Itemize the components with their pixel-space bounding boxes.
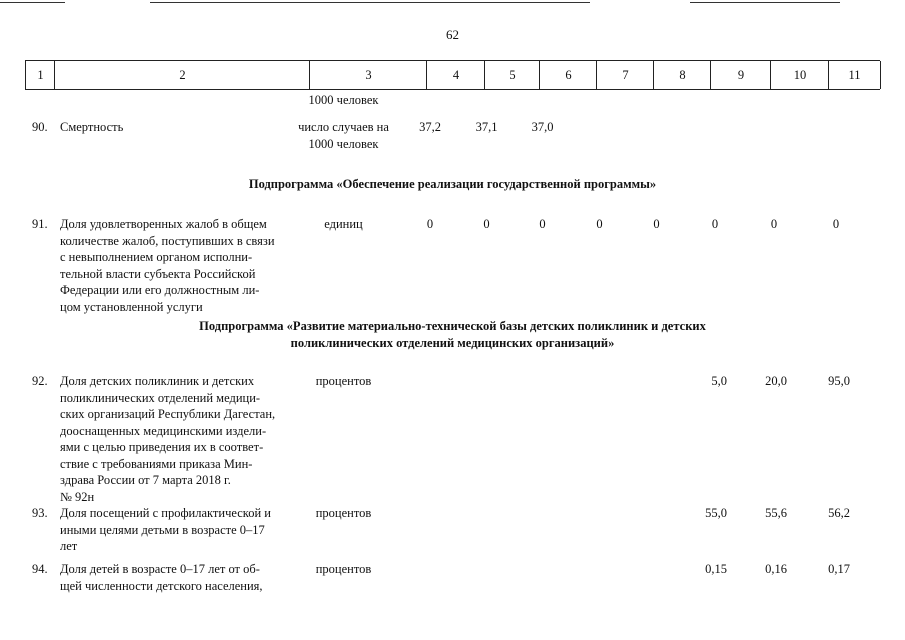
row-94-number: 94. — [32, 562, 48, 576]
row-90-unit: число случаев на 1000 человек — [298, 120, 389, 151]
col-header-3: 3 — [309, 61, 427, 89]
row-94-col10: 0,16 — [765, 562, 787, 576]
row-93-description: Доля посещений с профилактической и иными целями детьми в возрасте 0–17 лет — [60, 506, 271, 553]
row-92-unit: процентов — [315, 374, 372, 388]
top-border-left — [0, 2, 65, 3]
col-header-9: 9 — [710, 61, 771, 89]
col-header-4: 4 — [426, 61, 485, 89]
col-header-10: 10 — [770, 61, 829, 89]
row-91-number: 91. — [32, 217, 48, 231]
row-91-col7: 0 — [596, 217, 603, 231]
row-93-col10: 55,6 — [765, 506, 787, 520]
row-91-unit: единиц — [324, 217, 363, 231]
col-header-11: 11 — [828, 61, 881, 89]
row-91-col9: 0 — [711, 217, 719, 231]
row-94-col9: 0,15 — [705, 562, 727, 576]
row-91-col6: 0 — [539, 217, 546, 231]
continued-unit: 1000 человек — [308, 93, 379, 107]
top-border-mid — [150, 2, 590, 3]
row-93-unit: процентов — [315, 506, 372, 520]
col-header-7: 7 — [596, 61, 654, 89]
page-number: 62 — [446, 27, 459, 42]
row-92-col11: 95,0 — [828, 374, 850, 388]
row-93-number: 93. — [32, 506, 48, 520]
row-91-description: Доля удовлетворенных жалоб в общем количестве жалоб, поступивших в связи с невыполнением органом исполни- тельной власти субъекта Российской Федерации или его должностным ли- цом установленной услуги — [60, 217, 275, 314]
row-90-col4: 37,2 — [419, 120, 441, 134]
row-94-unit: процентов — [315, 562, 372, 576]
row-91-col8: 0 — [653, 217, 660, 231]
row-93-col11: 56,2 — [828, 506, 850, 520]
row-94-description: Доля детей в возрасте 0–17 лет от об- щей численности детского населения, — [60, 562, 263, 593]
table-header — [25, 60, 880, 90]
row-90-col6: 37,0 — [531, 120, 554, 134]
section-heading-1: Подпрограмма «Обеспечение реализации государственной программы» — [248, 177, 657, 191]
row-92-col9: 5,0 — [711, 374, 727, 388]
row-92-col10: 20,0 — [765, 374, 787, 388]
row-91-col5: 0 — [483, 217, 490, 231]
row-91-col10: 0 — [770, 217, 778, 231]
row-91-col11: 0 — [832, 217, 840, 231]
row-92-description: Доля детских поликлиник и детских поликлинических отделений медици- ских организаций Республики Дагестан, дооснащенных медицинскими издели- ями с целью приведения их в соответ- ствие с требованиями приказа Мин- здрава России от 7 марта 2018 г. № 92н — [60, 374, 276, 504]
row-90-description: Смертность — [60, 120, 124, 134]
row-91-col4: 0 — [426, 217, 434, 231]
top-border-right — [690, 2, 840, 3]
col-header-1: 1 — [25, 61, 55, 89]
row-93-col9: 55,0 — [705, 506, 727, 520]
row-94-col11: 0,17 — [828, 562, 850, 576]
col-header-6: 6 — [539, 61, 597, 89]
row-92-number: 92. — [32, 374, 48, 388]
col-header-2: 2 — [54, 61, 310, 89]
section-heading-2: Подпрограмма «Развитие материально-технической базы детских поликлиник и детских поликлинических отделений медицинских организаций» — [199, 319, 706, 350]
col-header-8: 8 — [653, 61, 711, 89]
row-90-number: 90. — [32, 120, 48, 134]
col-header-5: 5 — [484, 61, 540, 89]
row-90-col5: 37,1 — [475, 120, 498, 134]
